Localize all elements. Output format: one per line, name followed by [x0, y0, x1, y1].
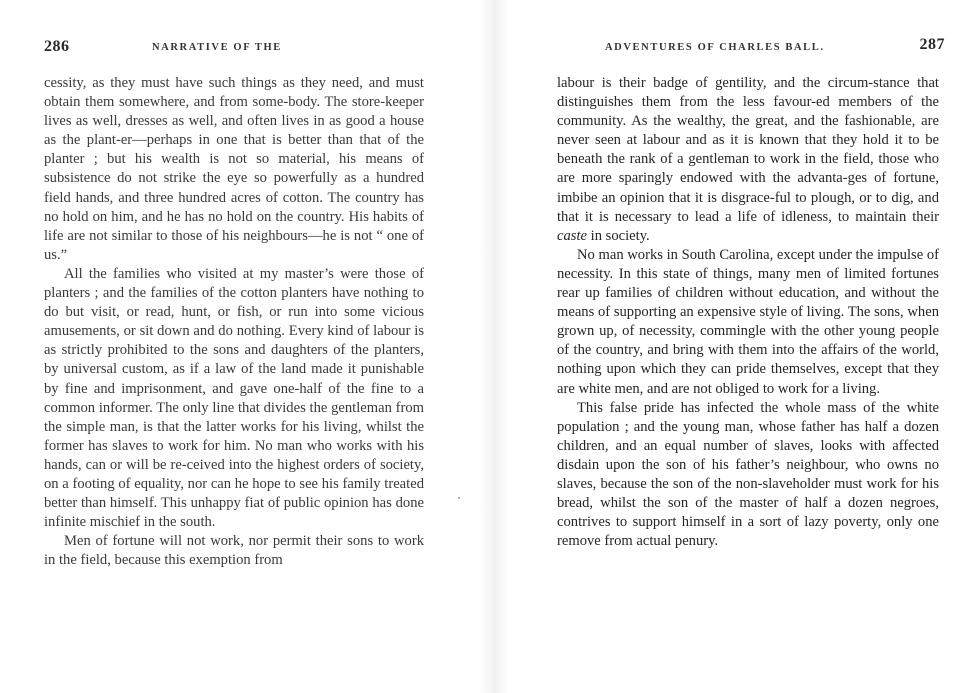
- left-paragraph-2: All the families who visited at my master’s were those of planters ; and the families of the cotton planters have nothing to do but visit, or read, hunt, or fish, or run into some vicious amusements, or sit down and do nothing. Every kind of labour is as strictly prohibited to the sons and daughters of the planters, by universal custom, as if a law of the land made it punishable by fine and imprisonment, and gave one-half of the fine to a common informer. The only line that divides the gentleman from the simple man, is that the latter works for his living, whilst the former has slaves to work for him. No man who works with his hands, can or will be re-ceived into the highest orders of society, on a footing of equality, nor can he hope to see his family treated better than himself. This unhappy fiat of public opinion has done infinite mischief in the south.: [44, 265, 424, 531]
- italic-word-caste: caste: [557, 227, 587, 244]
- right-page-body: [557, 74, 939, 551]
- scan-speck: [458, 497, 460, 499]
- right-paragraph-2: No man works in South Carolina, except under the impulse of necessity. In this state of things, many men of limited fortunes rear up families of children without education, and without the means of supporting an expensive style of living. The sons, when grown up, of necessity, commingle with the other young people of the country, and bring with them into the affairs of the world, nothing upon which they can pride themselves, except that they are white men, and are not obliged to work for a living.: [557, 246, 939, 397]
- right-paragraph-1-text: labour is their badge of gentility, and the circum-stance that distinguishes them from the less favour-ed members of the community. As the wealthy, the great, and the fashionable, are never seen at labour and as it is known that they hold it to be beneath the rank of a gentleman to work in the field, those who are more sparingly endowed with the advanta-ges of fortune, imbibe an opinion that it is disgrace-ful to plough, or to dig, and that it is necessary to lead a life of idleness, to maintain their: [557, 75, 939, 225]
- right-paragraph-1-end: in society.: [590, 227, 650, 244]
- left-paragraph-3: Men of fortune will not work, nor permit their sons to work in the field, because this exemption from: [44, 533, 424, 569]
- right-paragraph-3: This false pride has infected the whole mass of the white population ; and the young man, whose father has half a dozen children, and an equal number of slaves, looks with affected disdain upon the son of his father’s neighbour, who owns no slaves, because the son of the non-slaveholder must work for his bread, whilst the son of the master of half a dozen negroes, contrives to support himself in a sort of lazy poverty, only one remove from actual penury.: [557, 399, 939, 550]
- right-page-header: [605, 36, 945, 64]
- right-running-head: ADVENTURES OF CHARLES BALL.: [605, 42, 825, 53]
- left-running-head: NARRATIVE OF THE: [152, 42, 282, 53]
- left-page: [0, 0, 480, 693]
- left-page-number: 286: [44, 38, 70, 55]
- left-page-body: [44, 74, 424, 570]
- left-page-header: [44, 38, 424, 64]
- right-paragraph-1: [557, 74, 939, 246]
- right-page-number: 287: [919, 36, 945, 53]
- right-page: [500, 0, 980, 693]
- left-paragraph-1: cessity, as they must have such things as they need, and must obtain them somewhere, and from some-body. The store-keeper lives as well, dresses as well, and often lives in as good a house as the plant-er—perhaps in one that is better than that of the planter ; but his wealth is not so material, his means of subsistence do not strike the eye so powerfully as a hundred field hands, and three hundred acres of cotton. The country has no hold on him, and he has no hold on the country. His habits of life are not similar to those of his neighbours—he is not “ one of us.”: [44, 75, 424, 263]
